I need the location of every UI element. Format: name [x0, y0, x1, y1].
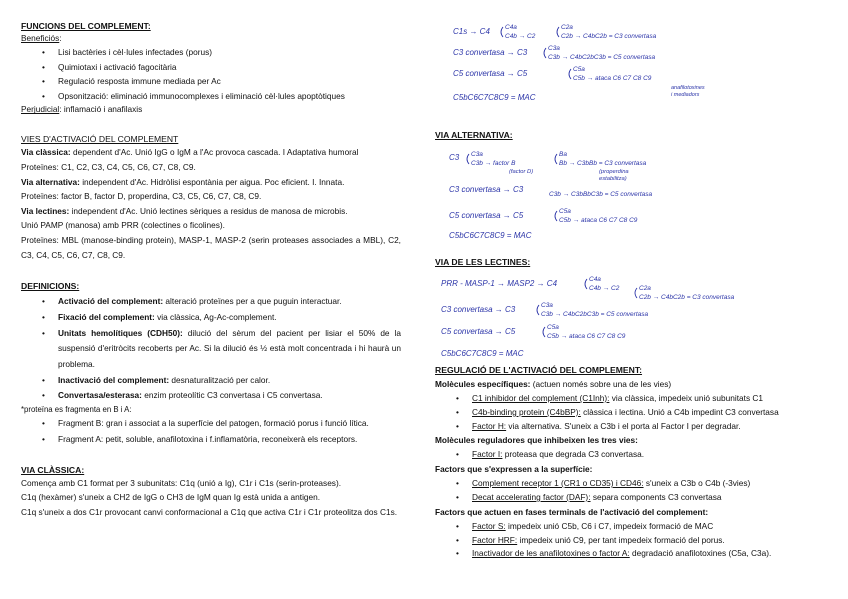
inhibeixen-list [435, 448, 835, 462]
factor-desc: impedeix unió C5b, C6 i C7, impedeix formació de MAC [505, 520, 714, 531]
hw-bracket [585, 279, 587, 289]
hw-text: C5a [547, 324, 559, 331]
especifiques-text: (actuen només sobre una de les vies) [530, 379, 672, 389]
hw-text: C2b → C4bC2b = C3 convertasa [561, 33, 657, 40]
list-item: • Quimiotaxi i activació fagocitària [58, 60, 401, 75]
factor-desc: proteasa que degrada C3 convertasa. [502, 449, 645, 460]
factor-desc: s'uneix a C3b o C4b (-3vies) [643, 478, 751, 489]
especifiques-line [435, 377, 835, 392]
list-item: • Opsonització: eliminació immunocomplexes i eliminació cèl·lules apoptòtiques [58, 89, 401, 104]
definicio-term: Convertasa/esterasa: [58, 390, 142, 401]
list-item [472, 520, 835, 534]
perjudicial-line [21, 103, 401, 115]
hw-text: C3 convertasa → C3 [441, 305, 516, 314]
hw-text: C3a [541, 302, 553, 309]
funcions-title: FUNCIONS DEL COMPLEMENT: [21, 21, 151, 31]
factor-name: Factor H: [472, 420, 507, 431]
alternativa-text: independent d'Ac. Hidròlisi espontània per aigua. Poc eficient. I. Innata. [79, 176, 345, 187]
hw-text: C1s → C4 [453, 27, 490, 36]
lectines-proteines: Proteïnes: MBL (manose-binding protein), MASP-1, MASP-2 (serin proteases associades a MBL), C2, C3, C4, C5, C6, C7, C8, C9. [21, 234, 401, 260]
especifiques-list [435, 392, 835, 433]
via-classica-line3: C1q s'uneix a dos C1r provocant canvi conformacional a C1q que activa C1r i C1r proteolitza dos C1s. [21, 506, 398, 517]
left-column [21, 0, 401, 519]
hw-text: C5bC6C7C8C9 = MAC [453, 93, 536, 102]
list-item [472, 448, 835, 462]
perjudicial-label: Perjudicial [21, 104, 60, 115]
list-item: • Regulació resposta immune mediada per Ac [58, 74, 401, 89]
list-item [58, 294, 401, 310]
beneficiosos-label: Beneficiós [21, 33, 60, 43]
hw-text: Bb → C3bBb = C3 convertasa [559, 160, 647, 167]
hw-bracket [537, 305, 539, 315]
classica-proteines: Proteïnes: C1, C2, C3, C4, C5, C6, C7, C8, C9. [21, 161, 196, 172]
hw-text: (factor D) [509, 169, 534, 175]
factor-desc: degradació anafilotoxines (C5a, C3a). [629, 548, 772, 559]
hw-bracket [467, 154, 469, 164]
hw-text: C3b → factor B [471, 160, 516, 167]
factor-desc: via alternativa. S'uneix a C3b i el porta al Factor I per degradar. [506, 420, 741, 431]
factor-name: Factor HRF: [472, 534, 518, 545]
list-item: • Fragment B: gran i associat a la superfície del patogen, formació porus i funció lítica. [58, 416, 401, 432]
hw-text: C3b → C4bC2bC3b = C5 convertasa [548, 54, 656, 61]
hw-text: C5b → ataca C6 C7 C8 C9 [559, 217, 638, 224]
hw-text: C5b → ataca C6 C7 C8 C9 [573, 75, 652, 82]
beneficiosos-list [21, 45, 401, 103]
hw-text: C5bC6C7C8C9 = MAC [449, 231, 532, 240]
hw-text: C4b → C2 [505, 33, 536, 40]
definicio-term: Fixació del complement: [58, 311, 155, 322]
list-item [472, 392, 835, 406]
lectines-pamp: Unió PAMP (manosa) amb PRR (colectines o ficolines). [21, 220, 225, 231]
list-item [472, 547, 835, 561]
hw-text: anafilotoxines [671, 85, 705, 91]
classica-line [21, 145, 401, 160]
list-item [472, 406, 835, 420]
alternativa-line [21, 175, 401, 190]
hw-text: C3 [449, 153, 460, 162]
hw-bracket [569, 69, 571, 79]
list-item [58, 310, 401, 326]
definicions-list [21, 294, 401, 404]
regulacio-section [435, 364, 835, 561]
hw-bracket [544, 48, 546, 58]
inhibeixen-label: Molècules reguladores que inhibeixen les tres vies: [435, 435, 638, 446]
list-item [472, 491, 835, 505]
factor-desc: impedeix unió C9, per tant impedeix formació del porus. [517, 534, 725, 545]
beneficiosos-colon: : [59, 33, 62, 43]
hw-text: C3b → C3bBbC3b = C5 convertasa [549, 191, 653, 198]
definicio-text: alteració proteïnes per a que puguin interactuar. [163, 296, 342, 307]
classica-label: Via clàssica: [21, 147, 71, 158]
via-classica-line1: Comença amb C1 format per 3 subunitats: C1q (unió a Ig), C1r i C1s (serin-proteases). [21, 477, 342, 488]
factor-name: C4b-binding protein (C4bBP): [472, 406, 581, 417]
beneficiosos-line [21, 32, 401, 44]
definicio-text: dilució del sèrum del pacient per lisiar el 50% de la suspensió d'eritròcits recoberts per Ac. Si la dilució és ½ està molt concentrada i hi haurà un problema. [58, 327, 401, 369]
fragment-note: *proteïna es fragmenta en B i A: [21, 405, 132, 415]
via-alternativa-title: VIA ALTERNATIVA: [435, 130, 513, 140]
hw-text: C2a [561, 24, 573, 31]
handwritten-classica-notes [453, 18, 753, 110]
list-item [472, 477, 835, 491]
terminals-list [435, 520, 835, 561]
definicio-text: desnaturalització per calor. [169, 374, 271, 385]
definicio-term: Activació del complement: [58, 296, 164, 307]
hw-text: C5b → ataca C6 C7 C8 C9 [547, 333, 626, 340]
list-item [58, 373, 401, 389]
hw-text: C5 convertasa → C5 [453, 69, 528, 78]
perjudicial-text: : inflamació i anafilaxis [59, 104, 143, 115]
list-item [472, 420, 835, 434]
factor-name: Factor I: [472, 449, 503, 460]
alternativa-proteines: Proteïnes: factor B, factor D, properdina, C3, C5, C6, C7, C8, C9. [21, 191, 262, 202]
superficie-list [435, 477, 835, 505]
definicio-text: via clàssica, Ag-Ac-complement. [154, 311, 277, 322]
factor-name: Factor S: [472, 520, 506, 531]
hw-text: (properdina [599, 169, 629, 175]
handwritten-alternativa-notes [449, 146, 769, 246]
hw-bracket [555, 211, 557, 221]
factor-name: Inactivador de les anafilotoxines o factor A: [472, 548, 630, 559]
hw-bracket [501, 27, 503, 37]
alternativa-label: Via alternativa: [21, 176, 80, 187]
hw-text: C3 convertasa → C3 [449, 185, 524, 194]
via-classica-title: VIA CLÀSSICA: [21, 464, 85, 475]
hw-text: C4a [589, 276, 601, 283]
hw-text: C2b → C4bC2b = C3 convertasa [639, 294, 735, 301]
hw-text: C3a [548, 45, 560, 52]
hw-text: Ba [559, 151, 567, 158]
definicio-term: Inactivació del complement: [58, 374, 170, 385]
hw-text: C4a [505, 24, 517, 31]
hw-text: C3a [471, 151, 483, 158]
hw-bracket [555, 154, 557, 164]
definicions-title: DEFINICIONS: [21, 281, 80, 292]
definicio-text: enzim proteolític C3 convertasa i C5 convertasa. [141, 390, 323, 401]
factor-name: Decat accelerating factor (DAF): [472, 491, 591, 502]
especifiques-label: Molècules específiques: [435, 379, 531, 389]
list-item [58, 326, 401, 373]
list-item: • Lisi bactèries i cèl·lules infectades (porus) [58, 45, 401, 60]
hw-text: C5 convertasa → C5 [441, 327, 516, 336]
via-lectines-title: VIA DE LES LECTINES: [435, 257, 531, 267]
hw-text: C3b → C4bC2bC3b = C5 convertasa [541, 311, 649, 318]
terminals-label: Factors que actuen en fases terminals de l'activació del complement: [435, 506, 709, 517]
vies-body [21, 145, 401, 262]
superficie-label: Factors que s'expressen a la superfície: [435, 464, 593, 475]
classica-text: dependent d'Ac. Unió IgG o IgM a l'Ac provoca cascada. I Adaptativa humoral [70, 147, 359, 158]
lectines-label: Via lectines: [21, 205, 70, 216]
hw-text: estabilitza) [599, 176, 627, 182]
hw-text: C5a [559, 208, 571, 215]
vies-title: VIES D'ACTIVACIÓ DEL COMPLEMENT [21, 134, 179, 145]
hw-bracket [557, 27, 559, 37]
regulacio-title: REGULACIÓ DE L'ACTIVACIÓ DEL COMPLEMENT: [435, 365, 643, 375]
factor-desc: via clàssica, impedeix unió subunitats C1 [609, 393, 764, 403]
via-classica-body [21, 476, 401, 520]
lectines-text: independent d'Ac. Unió lectines sèriques a residus de manosa de microbis. [69, 205, 348, 216]
hw-text: C5bC6C7C8C9 = MAC [441, 349, 524, 358]
list-item: • Fragment A: petit, soluble, anafilotoxina i f.inflamatòria, reconeixerà els receptors. [58, 432, 401, 448]
list-item [472, 534, 835, 548]
handwritten-lectines-notes [441, 270, 771, 362]
hw-text: C3 convertasa → C3 [453, 48, 528, 57]
definicio-term: Unitats hemolítiques (CDH50): [58, 327, 183, 338]
hw-bracket [635, 288, 637, 298]
fragments-list [21, 416, 401, 448]
factor-name: Complement receptor 1 (CR1 o CD35) i CD46: [472, 478, 644, 489]
hw-text: C2a [639, 285, 651, 292]
via-classica-line2: C1q (hexàmer) s'uneix a CH2 de IgG o CH3 de IgM quan Ig està unida a antigen. [21, 492, 321, 503]
hw-text: C5 convertasa → C5 [449, 211, 524, 220]
hw-bracket [543, 327, 545, 337]
lectines-line [21, 204, 401, 219]
factor-name: C1 inhibidor del complement (C1Inh): [472, 393, 610, 403]
factor-desc: separa components C3 convertasa [590, 491, 722, 502]
hw-text: PRR - MASP-1 → MASP2 → C4 [441, 279, 558, 288]
factor-desc: clàssica i lectina. Unió a C4b impedint C3 convertasa [580, 406, 779, 417]
hw-text: i mediadors [671, 92, 700, 98]
hw-text: C4b → C2 [589, 285, 620, 292]
list-item [58, 388, 401, 404]
hw-text: C5a [573, 66, 585, 73]
